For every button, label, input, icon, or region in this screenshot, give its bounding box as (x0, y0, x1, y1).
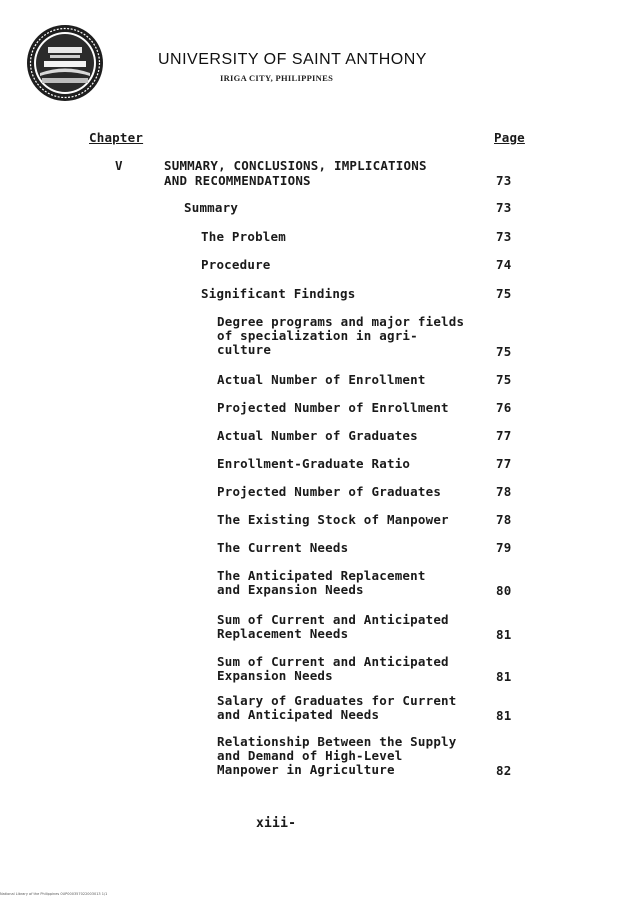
toc-entry-problem: The Problem (201, 229, 286, 244)
toc-page: 81 (496, 669, 512, 684)
university-seal-icon (26, 24, 104, 102)
toc-page: 78 (496, 512, 512, 527)
chapter-title-line-2: AND RECOMMENDATIONS (164, 173, 311, 188)
toc-entry-procedure: Procedure (201, 257, 271, 272)
toc-entry: Relationship Between the Supply and Demand of High-Level Manpower in Agriculture (217, 734, 457, 777)
toc-page: 77 (496, 456, 512, 471)
toc-page: 77 (496, 428, 512, 443)
toc-entry: Sum of Current and Anticipated Expansion Needs (217, 654, 449, 683)
toc-entry: Enrollment-Graduate Ratio (217, 456, 411, 471)
toc-entry: Actual Number of Graduates (217, 428, 418, 443)
chapter-page: 73 (496, 173, 512, 188)
toc-page: 74 (496, 257, 512, 272)
page-number: xiii- (256, 816, 297, 831)
toc-entry: Sum of Current and Anticipated Replacement Needs (217, 612, 449, 641)
toc-page: 81 (496, 708, 512, 723)
toc-page: 75 (496, 286, 512, 301)
toc-page: 73 (496, 229, 512, 244)
toc-entry: Projected Number of Graduates (217, 484, 442, 499)
toc-page: 76 (496, 400, 512, 415)
toc-entry: Projected Number of Enrollment (217, 400, 449, 415)
university-city: IRIGA CITY, PHILIPPINES (220, 73, 334, 83)
footer-stamp: National Library of the Philippines 0UP000357022003013 1/1 (0, 892, 108, 896)
toc-page: 75 (496, 372, 512, 387)
page-heading: Page (494, 130, 525, 145)
toc-entry: The Existing Stock of Manpower (217, 512, 449, 527)
toc-page: 80 (496, 583, 512, 598)
toc-entry: The Anticipated Replacement and Expansion Needs (217, 568, 426, 597)
university-name: UNIVERSITY OF SAINT ANTHONY (158, 51, 427, 68)
toc-page: 79 (496, 540, 512, 555)
toc-page: 78 (496, 484, 512, 499)
toc-page: 75 (496, 344, 512, 359)
toc-page: 73 (496, 200, 512, 215)
toc-entry: Salary of Graduates for Current and Anticipated Needs (217, 693, 457, 722)
toc-entry: Degree programs and major fields of specialization in agri- culture (217, 314, 465, 357)
toc-entry: The Current Needs (217, 540, 349, 555)
toc-entry-summary: Summary (184, 200, 239, 215)
chapter-title-line-1: SUMMARY, CONCLUSIONS, IMPLICATIONS (164, 158, 427, 173)
toc-entry-findings: Significant Findings (201, 286, 356, 301)
toc-entry: Actual Number of Enrollment (217, 372, 426, 387)
toc-page: 82 (496, 763, 512, 778)
chapter-heading: Chapter (89, 130, 144, 145)
toc-page: 81 (496, 627, 512, 642)
chapter-number: V (115, 158, 123, 173)
